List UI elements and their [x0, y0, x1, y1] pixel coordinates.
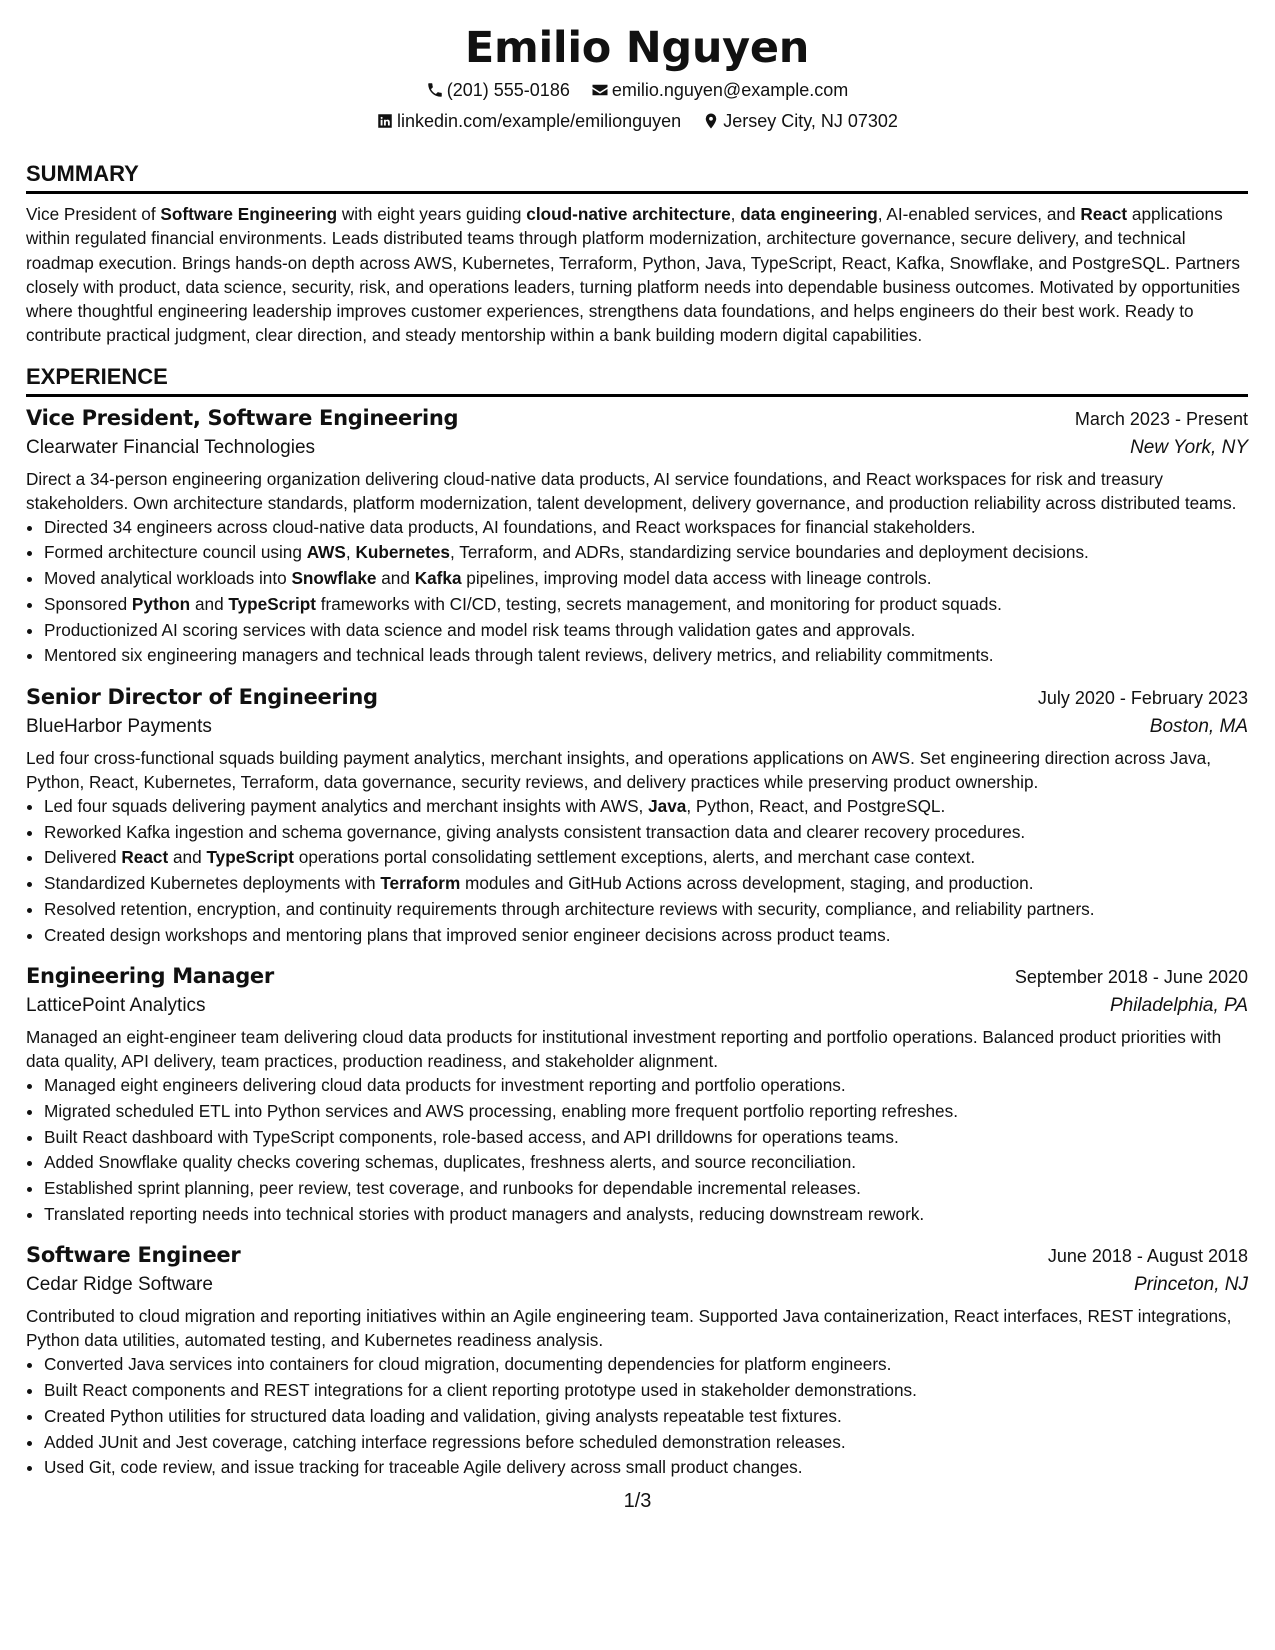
- text-run: Used Git, code review, and issue tracking for traceable Agile delivery across small product changes.: [44, 1457, 803, 1478]
- bold-term: Kubernetes: [355, 542, 450, 563]
- job-dates: June 2018 - August 2018: [1047, 1246, 1248, 1267]
- text-run: , Python, React, and PostgreSQL.: [686, 796, 946, 816]
- bold-term: Terraform: [380, 873, 461, 894]
- job-location: New York, NY: [1130, 436, 1248, 458]
- job-description: Managed an eight-engineer team delivering cloud data products for institutional investment reporting and portfolio operations. Balanced product priorities with data quality, API delivery, team practices, production readiness, and stakeholder alignment.: [26, 1027, 1222, 1072]
- envelope-icon: [591, 81, 609, 99]
- job-role: Software Engineer: [26, 1243, 241, 1268]
- text-run: Mentored six engineering managers and technical leads through talent reviews, delivery metrics, and reliability commitments.: [44, 645, 994, 666]
- bold-term: Kafka: [414, 568, 462, 589]
- job-description: Contributed to cloud migration and reporting initiatives within an Agile engineering team. Supported Java containerization, React interfaces, REST integrations, Python data utilities, automated testing, and Kubernetes readiness analysis.: [26, 1306, 1232, 1351]
- text-run: Built React dashboard with TypeScript components, role-based access, and API drilldowns for operations teams.: [44, 1126, 899, 1147]
- bullet-item: [44, 1202, 1248, 1228]
- text-run: Reworked Kafka ingestion and schema governance, giving analysts consistent transaction data and clearer recovery procedures.: [44, 821, 1026, 842]
- bullet-item: [44, 845, 1248, 871]
- text-run: Moved analytical workloads into: [44, 568, 292, 589]
- text-run: , Terraform, and ADRs, standardizing service boundaries and deployment decisions.: [450, 542, 1089, 563]
- text-run: applications within regulated financial environments. Leads distributed teams through platform modernization, architecture governance, secure delivery, and technical roadmap execution. Brings hands-on depth across AWS, Kubernetes, Terraform, Python, Java, TypeScript, React, Kafka, Snowflake, and PostgreSQL. Partners closely with product, data science, security, risk, and operations leaders, turning platform needs into dependable business outcomes. Motivated by opportunities where thoughtful engineering leadership improves customer experiences, strengthens data foundations, and helps engineers do their best work. Ready to contribute practical judgment, clear direction, and steady mentorship within a bank building modern digital capabilities.: [26, 204, 1240, 346]
- text-run: pipelines, improving model data access with lineage controls.: [461, 568, 932, 589]
- bullet-item: [44, 1125, 1248, 1151]
- bullet-item: [44, 897, 1248, 923]
- bullet-item: [44, 871, 1248, 897]
- text-run: operations portal consolidating settlement exceptions, alerts, and merchant case context.: [294, 847, 976, 868]
- bullet-item: [44, 515, 1248, 541]
- text-run: Led four squads delivering payment analytics and merchant insights with AWS,: [44, 796, 649, 816]
- summary-paragraph: [26, 202, 1248, 348]
- text-run: ,: [345, 542, 356, 563]
- text-run: Directed 34 engineers across cloud-native data products, AI foundations, and React workspaces for financial stakeholders.: [44, 516, 976, 537]
- text-run: Added Snowflake quality checks covering schemas, duplicates, freshness alerts, and source reconciliation.: [44, 1152, 857, 1173]
- contact-email[interactable]: [591, 78, 848, 102]
- bullet-item: [44, 794, 1248, 820]
- bold-term: TypeScript: [228, 593, 316, 614]
- job-company-row: [26, 1268, 1248, 1298]
- text-run: , AI-enabled services, and: [877, 204, 1081, 224]
- job-bullets: [26, 515, 1248, 669]
- job-bullets: [26, 1352, 1248, 1481]
- page-indicator: 1/3: [623, 1490, 652, 1512]
- text-run: Converted Java services into containers for cloud migration, documenting dependencies for platform engineers.: [44, 1354, 892, 1375]
- text-run: Standardized Kubernetes deployments with: [44, 873, 381, 894]
- text-run: and: [190, 593, 229, 614]
- text-run: Resolved retention, encryption, and continuity requirements through architecture reviews with security, compliance, and reliability partners.: [44, 898, 1095, 919]
- bullet-item: [44, 1176, 1248, 1202]
- job-bullets: [26, 794, 1248, 948]
- job-header-row: [26, 684, 1248, 710]
- job-location: Boston, MA: [1149, 716, 1248, 737]
- text-run: modules and GitHub Actions across development, staging, and production.: [460, 873, 1034, 894]
- text-run: Formed architecture council using: [44, 542, 307, 563]
- summary-heading: SUMMARY: [26, 161, 1248, 194]
- text-run: Productionized AI scoring services with data science and model risk teams through validation gates and approvals.: [44, 619, 916, 640]
- bullet-item: [44, 643, 1248, 669]
- text-run: ,: [730, 204, 741, 224]
- bold-term: cloud-native architecture: [526, 204, 731, 224]
- job-description: Direct a 34-person engineering organization delivering cloud-native data products, AI service foundations, and React workspaces for risk and treasury stakeholders. Own architecture standards, platform modernization, talent development, delivery governance, and production reliability across distributed teams.: [26, 468, 1237, 513]
- bold-term: Snowflake: [291, 568, 377, 589]
- phone-text: (201) 555-0186: [446, 80, 570, 100]
- text-run: frameworks with CI/CD, testing, secrets management, and monitoring for product squads.: [315, 593, 1002, 614]
- resume-page: [26, 0, 1248, 1481]
- job-location: Philadelphia, PA: [1109, 995, 1248, 1017]
- job-description: Led four cross-functional squads building payment analytics, merchant insights, and operations applications on AWS. Set engineering direction across Java, Python, React, Kubernetes, Terraform, data governance, security reviews, and delivery practices while preserving product ownership.: [26, 748, 1212, 792]
- job-company: BlueHarbor Payments: [26, 716, 212, 737]
- email-text: emilio.nguyen@example.com: [611, 80, 849, 100]
- text-run: Migrated scheduled ETL into Python services and AWS processing, enabling more frequent portfolio reporting refreshes.: [44, 1100, 958, 1121]
- bold-term: data engineering: [740, 204, 878, 224]
- bullet-item: [44, 1430, 1248, 1456]
- job-entry: [26, 1242, 1248, 1481]
- bold-term: React: [121, 847, 169, 868]
- experience-heading: EXPERIENCE: [26, 364, 1248, 397]
- bullet-item: [44, 540, 1248, 566]
- linkedin-text: linkedin.com/example/emilionguyen: [397, 111, 682, 131]
- job-company-row: [26, 989, 1248, 1019]
- phone-icon: [426, 81, 444, 99]
- bullet-item: [44, 1378, 1248, 1404]
- job-role: Vice President, Software Engineering: [26, 405, 459, 430]
- bullet-item: [44, 923, 1248, 949]
- job-bullets: [26, 1073, 1248, 1227]
- text-run: Established sprint planning, peer review, test coverage, and runbooks for dependable incremental releases.: [44, 1178, 861, 1199]
- candidate-name: Emilio Nguyen: [464, 23, 810, 73]
- location-text: Jersey City, NJ 07302: [723, 111, 898, 131]
- job-role: Senior Director of Engineering: [26, 685, 378, 709]
- bullet-item: [44, 1073, 1248, 1099]
- text-run: and: [168, 847, 207, 868]
- job-company: LatticePoint Analytics: [26, 995, 206, 1017]
- job-location: Princeton, NJ: [1133, 1274, 1248, 1296]
- text-run: Built React components and REST integrations for a client reporting prototype used in stakeholder demonstrations.: [44, 1380, 917, 1401]
- job-role: Engineering Manager: [26, 964, 274, 989]
- job-entry: [26, 684, 1248, 948]
- map-pin-icon: [702, 112, 720, 130]
- text-run: Translated reporting needs into technical stories with product managers and analysts, reducing downstream rework.: [44, 1203, 925, 1224]
- text-run: Added JUnit and Jest coverage, catching interface regressions before scheduled demonstration releases.: [44, 1431, 846, 1452]
- bullet-item: [44, 1352, 1248, 1378]
- text-run: Created design workshops and mentoring plans that improved senior engineer decisions across product teams.: [44, 924, 891, 945]
- contact-location: [702, 109, 898, 133]
- job-entry: [26, 963, 1248, 1227]
- job-entry: [26, 405, 1248, 669]
- bold-term: TypeScript: [206, 847, 294, 868]
- job-dates: July 2020 - February 2023: [1037, 688, 1248, 708]
- text-run: with eight years guiding: [337, 204, 527, 224]
- contact-row-primary: [26, 78, 1248, 102]
- bold-term: React: [1080, 204, 1128, 224]
- bullet-item: [44, 1404, 1248, 1430]
- job-dates: September 2018 - June 2020: [1014, 967, 1248, 988]
- bold-term: Software Engineering: [160, 204, 338, 224]
- bullet-item: [44, 618, 1248, 644]
- linkedin-icon: [376, 112, 394, 130]
- job-header-row: [26, 405, 1248, 431]
- bold-term: AWS: [306, 542, 346, 563]
- contact-row-secondary: [26, 109, 1248, 133]
- bullet-item: [44, 820, 1248, 846]
- bold-term: Java: [648, 796, 687, 816]
- job-header-row: [26, 1242, 1248, 1268]
- bullet-item: [44, 1150, 1248, 1176]
- job-company: Clearwater Financial Technologies: [26, 436, 316, 458]
- contact-phone[interactable]: [426, 78, 570, 102]
- bullet-item: [44, 1099, 1248, 1125]
- job-header-row: [26, 963, 1248, 989]
- contact-linkedin[interactable]: [376, 109, 681, 133]
- text-run: and: [376, 568, 415, 589]
- text-run: Sponsored: [44, 593, 132, 614]
- text-run: Delivered: [44, 847, 122, 868]
- bullet-item: [44, 566, 1248, 592]
- text-run: Vice President of: [26, 204, 161, 224]
- text-run: Created Python utilities for structured data loading and validation, giving analysts repeatable test fixtures.: [44, 1405, 842, 1426]
- text-run: Managed eight engineers delivering cloud data products for investment reporting and portfolio operations.: [44, 1075, 846, 1096]
- bullet-item: [44, 592, 1248, 618]
- job-company: Cedar Ridge Software: [26, 1274, 213, 1296]
- job-dates: March 2023 - Present: [1074, 408, 1248, 429]
- job-company-row: [26, 710, 1248, 740]
- bullet-item: [44, 1455, 1248, 1481]
- job-company-row: [26, 431, 1248, 461]
- bold-term: Python: [131, 593, 191, 614]
- experience-list: [26, 405, 1248, 1481]
